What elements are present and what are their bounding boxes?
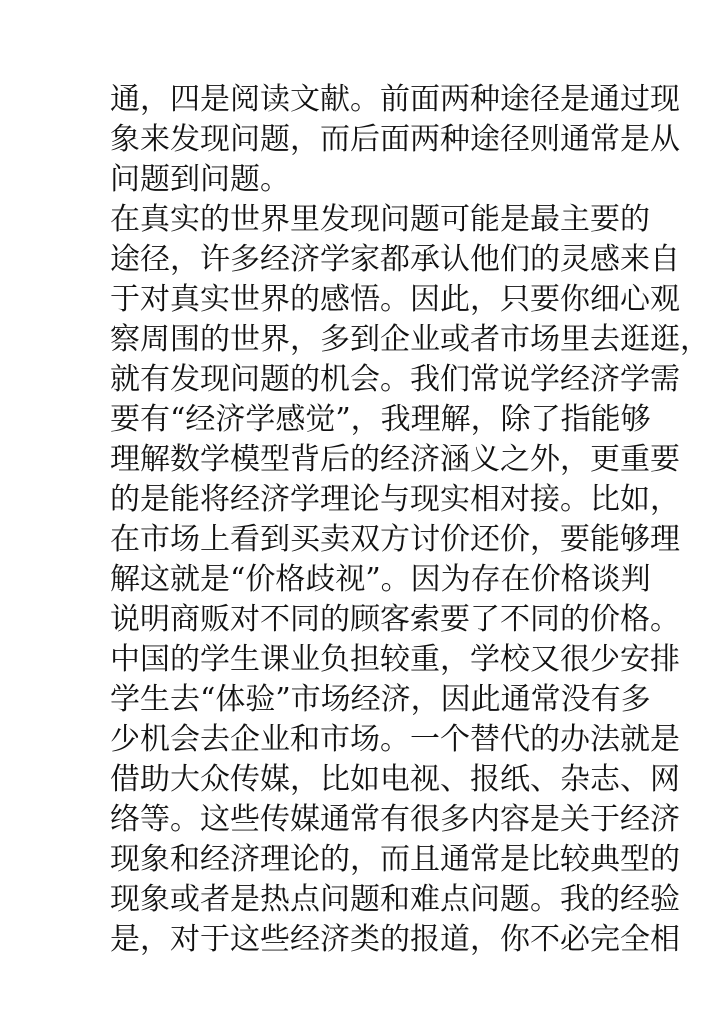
text-line: 是，对于这些经济类的报道，你不必完全相 xyxy=(110,922,680,957)
text-line: 象来发现问题，而后面两种途径则通常是从 xyxy=(110,122,680,157)
text-line: 借助大众传媒，比如电视、报纸、杂志、网 xyxy=(110,762,680,797)
text-line: 在真实的世界里发现问题可能是最主要的 xyxy=(110,202,650,237)
text-line: 在市场上看到买卖双方讨价还价，要能够理 xyxy=(110,522,680,557)
text-line: 途径，许多经济学家都承认他们的灵感来自 xyxy=(110,242,680,277)
text-line: 说明商贩对不同的顾客索要了不同的价格。 xyxy=(110,602,680,637)
text-line: 理解数学模型背后的经济涵义之外，更重要 xyxy=(110,442,680,477)
text-line: 络等。这些传媒通常有很多内容是关于经济 xyxy=(110,802,680,837)
text-line: 就有发现问题的机会。我们常说学经济学需 xyxy=(110,362,680,397)
text-line: 通，四是阅读文献。前面两种途径是通过现 xyxy=(110,82,680,117)
text-line: 于对真实世界的感悟。因此，只要你细心观 xyxy=(110,282,680,317)
text-line: 要有“经济学感觉”，我理解，除了指能够 xyxy=(110,402,651,437)
text-line: 中国的学生课业负担较重，学校又很少安排 xyxy=(110,642,680,677)
text-line: 的是能将经济学理论与现实相对接。比如， xyxy=(110,482,680,517)
text-line: 问题到问题。 xyxy=(110,162,290,197)
text-line: 现象或者是热点问题和难点问题。我的经验 xyxy=(110,882,680,917)
text-line: 学生去“体验”市场经济，因此通常没有多 xyxy=(110,682,651,717)
text-line: 少机会去企业和市场。一个替代的办法就是 xyxy=(110,722,680,757)
text-line: 现象和经济理论的，而且通常是比较典型的 xyxy=(110,842,680,877)
text-line: 察周围的世界，多到企业或者市场里去逛逛， xyxy=(110,322,710,357)
text-line: 解这就是“价格歧视”。因为存在价格谈判 xyxy=(110,562,651,597)
